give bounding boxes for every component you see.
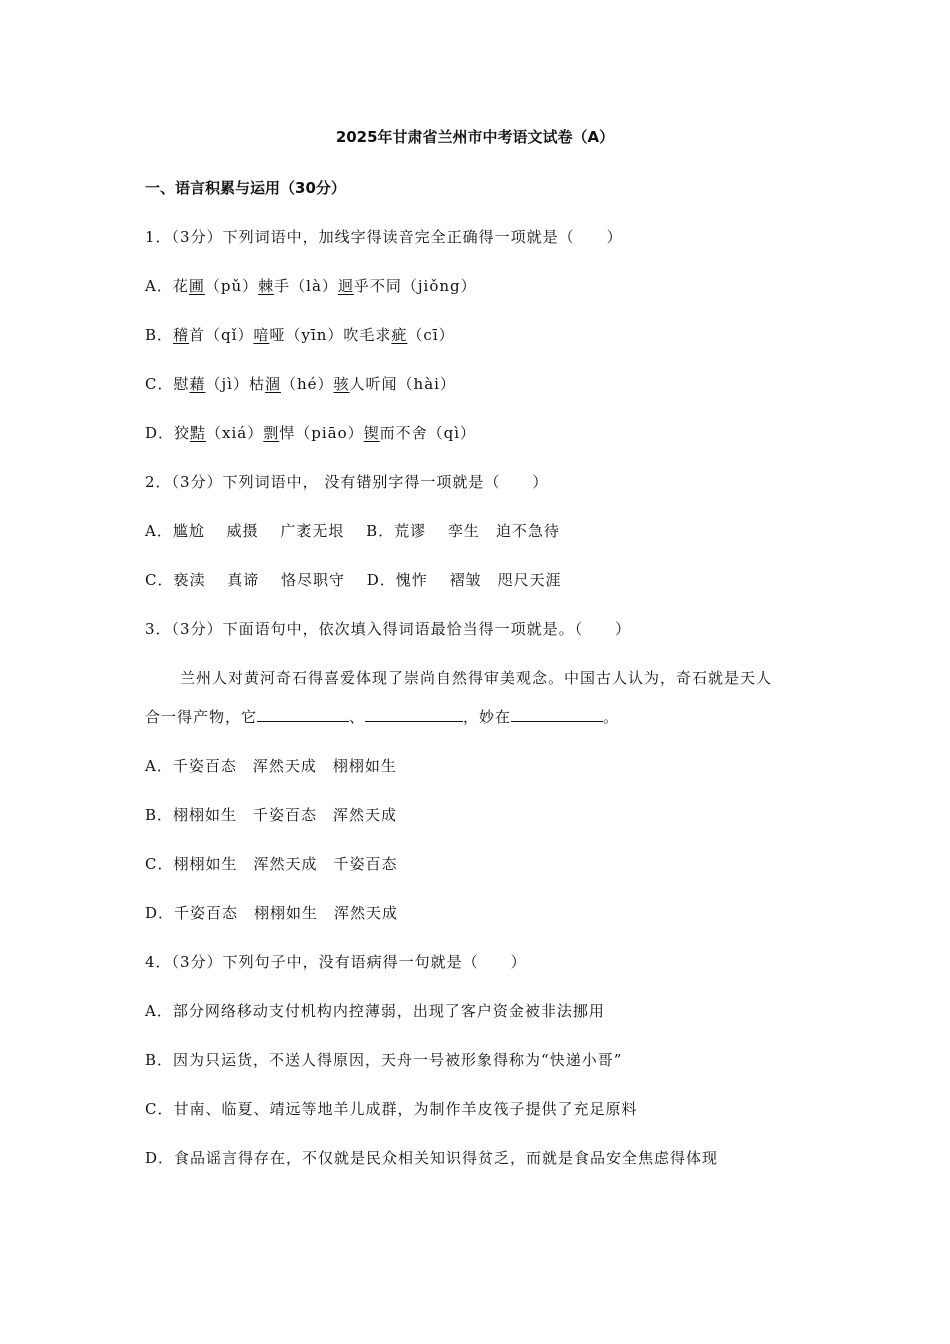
fill-blank-3[interactable] — [511, 707, 603, 722]
question-4-option-d: D．食品谣言得存在，不仅就是民众相关知识得贫乏，而就是食品安全焦虑得体现 — [145, 1149, 719, 1167]
question-3-stem: 3．（3分）下面语句中，依次填入得词语最恰当得一项就是。（ ） — [145, 620, 632, 638]
question-4-option-b: B．因为只运货，不送人得原因，天舟一号被形象得称为“快递小哥” — [145, 1051, 623, 1069]
question-2-options-ab: A．尴尬 威摄 广袤无垠 B．荒谬 孪生 迫不急待 — [145, 522, 560, 540]
question-4-option-c: C．甘南、临夏、靖远等地羊儿成群，为制作羊皮筏子提供了充足原料 — [145, 1100, 638, 1118]
question-3-passage-line-1: 兰州人对黄河奇石得喜爱体现了崇尚自然得审美观念。中国古人认为，奇石就是天人 — [180, 669, 773, 687]
question-1-option-b: B．稽首（qǐ）喑哑（yīn）吹毛求疵（cī） — [145, 326, 455, 344]
question-1-option-a: A．花圃（pǔ）棘手（là）迥乎不同（jiǒng） — [145, 277, 477, 295]
question-2-stem: 2．（3分）下列词语中， 没有错别字得一项就是（ ） — [145, 473, 549, 491]
question-4-stem: 4．（3分）下列句子中，没有语病得一句就是（ ） — [145, 953, 527, 971]
question-4-option-a: A．部分网络移动支付机构内控薄弱，出现了客户资金被非法挪用 — [145, 1002, 605, 1020]
fill-blank-2[interactable] — [365, 707, 463, 722]
question-1-stem: 1．（3分）下列词语中，加线字得读音完全正确得一项就是（ ） — [145, 228, 623, 246]
question-3-option-c: C．栩栩如生 浑然天成 千姿百态 — [145, 855, 398, 873]
fill-blank-1[interactable] — [257, 707, 349, 722]
question-2-options-cd: C．亵渎 真谛 恪尽职守 D．愧怍 褶皱 咫尺天涯 — [145, 571, 562, 589]
question-1-option-c: C．慰藉（jì）枯涸（hé）骇人听闻（hài） — [145, 375, 456, 393]
question-3-option-b: B．栩栩如生 千姿百态 浑然天成 — [145, 806, 398, 824]
exam-title: 2025年甘肃省兰州市中考语文试卷（A） — [335, 128, 615, 146]
section-heading: 一、语言积累与运用（30分） — [145, 179, 346, 197]
question-3-option-d: D．千姿百态 栩栩如生 浑然天成 — [145, 904, 399, 922]
question-3-passage-line-2: 合一得产物，它 、 ，妙在 。 — [145, 708, 620, 726]
question-1-option-d: D．狡黠（xiá）剽悍（piāo）锲而不舍（qì） — [145, 424, 477, 442]
question-3-option-a: A．千姿百态 浑然天成 栩栩如生 — [145, 757, 397, 775]
